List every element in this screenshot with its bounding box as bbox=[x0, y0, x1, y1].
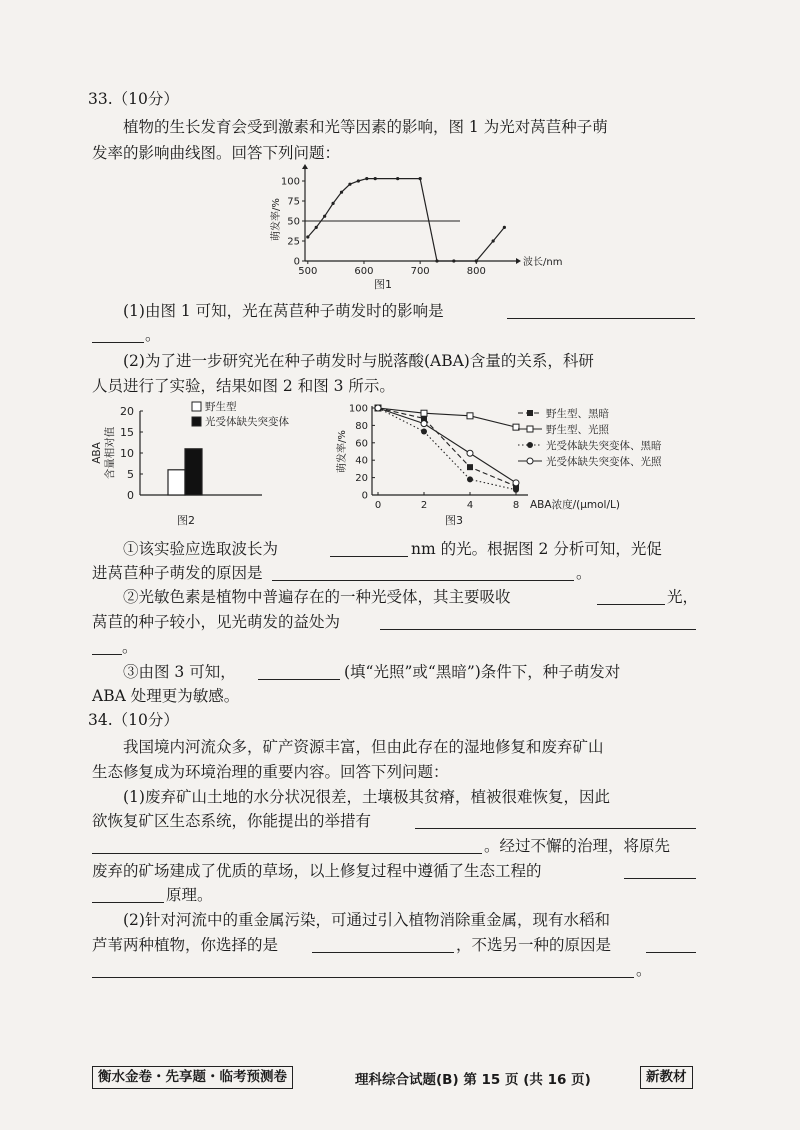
legend-label-2: 光受体缺失突变体、黑暗 bbox=[546, 440, 662, 452]
y-tick-label: 15 bbox=[120, 426, 134, 439]
x-axis-label: 波长/nm bbox=[523, 257, 563, 268]
legend-swatch-0 bbox=[192, 402, 201, 411]
series-line-3 bbox=[378, 408, 516, 483]
y-axis-label: 萌发率/% bbox=[337, 430, 348, 473]
x-tick-label: 8 bbox=[512, 500, 520, 511]
figure2-plot bbox=[91, 400, 289, 502]
legend-label-0: 野生型、黑暗 bbox=[546, 408, 609, 420]
y-tick-label: 10 bbox=[120, 447, 134, 460]
answer-blank-1[interactable] bbox=[507, 300, 695, 319]
data-point bbox=[374, 177, 377, 180]
footer-badge: 新教材 bbox=[640, 1066, 693, 1089]
footer-series-label: 衡水金卷・先享题・临考预测卷 bbox=[92, 1066, 293, 1089]
y-tick-label: 0 bbox=[361, 490, 368, 502]
answer-blank-7[interactable] bbox=[415, 810, 696, 829]
data-point bbox=[492, 239, 495, 242]
x-tick-label: 0 bbox=[374, 500, 382, 511]
figure3-chart bbox=[330, 398, 710, 530]
figure2-chart bbox=[92, 398, 342, 528]
figure3-caption: 图3 bbox=[445, 514, 463, 527]
y-tick-label: 20 bbox=[120, 405, 134, 418]
figure1-caption: 图1 bbox=[374, 278, 392, 291]
series-line-1 bbox=[378, 408, 516, 427]
answer-blank-5b[interactable] bbox=[92, 636, 122, 655]
answer-blank-5[interactable] bbox=[380, 611, 696, 630]
series-3-point bbox=[513, 480, 519, 486]
y-tick-label: 40 bbox=[355, 455, 368, 467]
figure1-plot bbox=[269, 164, 562, 277]
x-tick-label: 4 bbox=[466, 500, 474, 511]
y-tick-label: 50 bbox=[287, 216, 300, 228]
series-line-0 bbox=[378, 408, 516, 486]
data-point bbox=[475, 259, 478, 262]
figure2-caption: 图2 bbox=[177, 514, 195, 527]
y-tick-label: 5 bbox=[127, 468, 134, 481]
bar-1 bbox=[185, 449, 202, 495]
data-point bbox=[365, 177, 368, 180]
series-2-point bbox=[513, 487, 519, 493]
series-3-point bbox=[467, 450, 473, 456]
legend-label-3: 光受体缺失突变体、光照 bbox=[546, 456, 662, 468]
answer-blank-7b[interactable] bbox=[92, 835, 482, 854]
series-0-point bbox=[467, 464, 473, 470]
answer-blank-8b[interactable] bbox=[92, 884, 164, 903]
y-tick-label: 25 bbox=[287, 236, 300, 248]
data-point bbox=[315, 226, 318, 229]
legend-label-1: 野生型、光照 bbox=[546, 424, 609, 436]
answer-blank-10b[interactable] bbox=[92, 959, 634, 978]
answer-blank-1b[interactable] bbox=[92, 324, 144, 343]
answer-blank-4[interactable] bbox=[597, 586, 665, 605]
data-point bbox=[452, 259, 455, 262]
y-tick-label: 80 bbox=[355, 420, 368, 432]
germination-curve bbox=[308, 179, 505, 261]
x-axis-label: ABA浓度/(μmol/L) bbox=[530, 499, 620, 511]
y-tick-label: 100 bbox=[348, 403, 368, 415]
series-3-point bbox=[421, 421, 427, 427]
legend-label-0: 野生型 bbox=[205, 401, 237, 413]
answer-blank-10[interactable] bbox=[646, 934, 696, 953]
data-point bbox=[435, 259, 438, 262]
figure1-chart bbox=[260, 165, 563, 295]
y-tick-label: 20 bbox=[355, 473, 368, 485]
y-axis-label-line1: ABA bbox=[91, 442, 103, 464]
x-axis-arrow bbox=[516, 258, 521, 264]
y-axis-arrow bbox=[302, 164, 308, 169]
legend-label-1: 光受体缺失突变体 bbox=[205, 416, 289, 428]
legend-marker-0 bbox=[527, 410, 533, 416]
data-point bbox=[340, 191, 343, 194]
series-1-point bbox=[421, 410, 427, 416]
legend-swatch-1 bbox=[192, 417, 201, 426]
data-point bbox=[503, 226, 506, 229]
y-tick-label: 0 bbox=[293, 256, 300, 268]
series-2-point bbox=[421, 428, 427, 434]
series-2-point bbox=[467, 476, 473, 482]
legend-marker-2 bbox=[527, 442, 533, 448]
data-point bbox=[419, 177, 422, 180]
y-axis-label: 萌发率/% bbox=[271, 198, 282, 241]
y-tick-label: 60 bbox=[355, 438, 368, 450]
series-line-2 bbox=[378, 408, 516, 490]
legend-marker-3 bbox=[527, 458, 533, 464]
data-point bbox=[331, 202, 334, 205]
answer-blank-3[interactable] bbox=[272, 562, 574, 581]
answer-blank-9[interactable] bbox=[312, 934, 454, 953]
data-point bbox=[357, 179, 360, 182]
x-tick-label: 700 bbox=[410, 266, 430, 277]
data-point bbox=[348, 183, 351, 186]
y-tick-label: 75 bbox=[287, 196, 300, 208]
x-tick-label: 2 bbox=[420, 500, 428, 511]
series-1-point bbox=[467, 413, 473, 419]
answer-blank-2[interactable] bbox=[330, 538, 408, 557]
data-point bbox=[323, 215, 326, 218]
x-tick-label: 800 bbox=[466, 266, 486, 277]
x-tick-label: 500 bbox=[298, 266, 318, 277]
footer-page-info: 理科综合试题(B) 第 15 页 (共 16 页) bbox=[355, 1072, 591, 1088]
x-tick-label: 600 bbox=[354, 266, 374, 277]
data-point bbox=[396, 177, 399, 180]
y-tick-label: 0 bbox=[127, 489, 134, 502]
answer-blank-8[interactable] bbox=[624, 860, 696, 879]
figure3-plot bbox=[335, 404, 662, 512]
y-axis-label-line2: 含量相对值 bbox=[104, 426, 116, 480]
data-point bbox=[306, 235, 309, 238]
answer-blank-6[interactable] bbox=[258, 661, 340, 680]
legend-marker-1 bbox=[527, 426, 533, 432]
y-tick-label: 100 bbox=[280, 176, 300, 188]
bar-0 bbox=[168, 470, 185, 495]
series-3-point bbox=[375, 405, 381, 411]
